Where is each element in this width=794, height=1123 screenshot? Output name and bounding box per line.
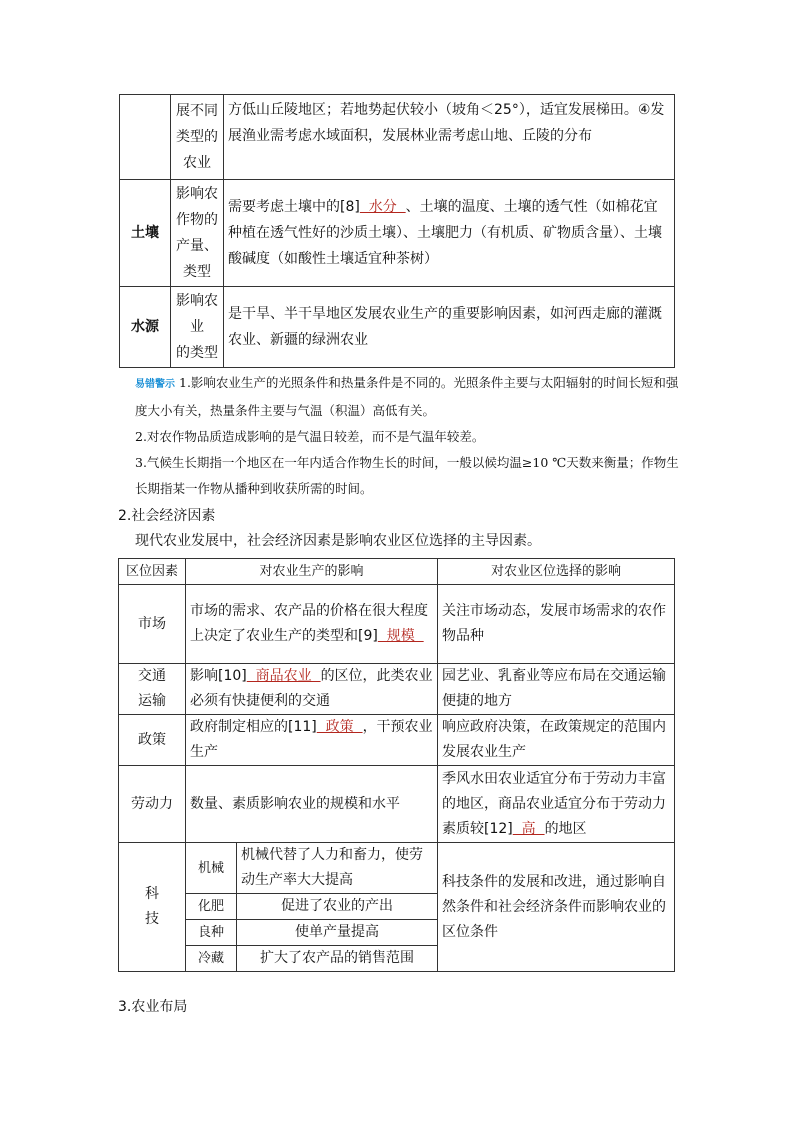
description-cell: 是干旱、半干旱地区发展农业生产的重要影响因素，如河西走廊的灌溉农业、新疆的绿洲农业 [224, 287, 675, 368]
table-row [120, 95, 675, 180]
cell-line: 类型的 [176, 129, 218, 145]
text-span: 、土壤的温度、土壤的透气性（如棉花宜种植在透气性好的沙质土壤）、土壤肥力（有机质、矿物质含量）、土壤酸碱度（如酸性土壤适宜种茶树） [228, 199, 662, 267]
choice-cell: 响应政府决策，在政策规定的范围内发展农业生产 [438, 715, 675, 766]
cell-line: 业 [190, 319, 204, 335]
cell-line: 方低山丘陵地区；若地势起伏较小（坡角＜25°），适宜发展梯田。④发 [228, 102, 665, 118]
note-item: 2.对农作物品质造成影响的是气温日较差，而不是气温年较差。 [135, 429, 485, 444]
tech-item-effect: 使单产量提高 [237, 920, 438, 946]
tech-item-effect: 促进了农业的产出 [237, 894, 438, 920]
tech-item-name: 良种 [186, 920, 237, 946]
text-span: 的区位，此类农业必须有快捷便利的交通 [190, 668, 433, 709]
factor-cell: 市场 [119, 585, 186, 664]
cell-line: 产量、 [176, 238, 218, 254]
table-row [119, 585, 675, 664]
effect-cell [186, 664, 438, 715]
text-span: 的地区 [544, 820, 587, 837]
tech-item-name: 冷藏 [186, 946, 237, 972]
tech-item-name: 化肥 [186, 894, 237, 920]
tech-item-effect: 扩大了农产品的销售范围 [237, 946, 438, 972]
cell-line: 科 [145, 886, 159, 902]
factor-cell-tech [119, 843, 186, 972]
text-span: 市场的需求、农产品的价格在很大程度上决定了农业生产的类型和[9] [190, 603, 428, 644]
cell-line: 作物的 [176, 212, 218, 228]
choice-cell: 园艺业、乳畜业等应布局在交通运输便捷的地方 [438, 664, 675, 715]
note-text: 1.影响农业生产的光照条件和热量条件是不同的。光照条件主要与太阳辐射的时间长短和强度大小有关，热量条件主要与气温（积温）高低有关。 [135, 375, 679, 418]
cell-line: 影响农 [176, 293, 218, 309]
answer-blank-9: 规模 [377, 628, 424, 644]
choice-cell [438, 766, 675, 843]
cell-line: 交通 [138, 668, 166, 684]
answer-blank-8: 水分 [359, 199, 406, 215]
text-span: 影响[10] [190, 668, 247, 684]
section-heading: 3.农业布局 [118, 999, 188, 1015]
table-row [120, 180, 675, 287]
table-row [119, 766, 675, 843]
table-row [120, 287, 675, 368]
column-header: 区位因素 [119, 559, 186, 585]
effect-cell [186, 715, 438, 766]
effect-cell: 数量、素质影响农业的规模和水平 [186, 766, 438, 843]
answer-blank-12: 高 [512, 820, 545, 837]
column-header: 对农业区位选择的影响 [438, 559, 675, 585]
description-cell [224, 180, 675, 287]
table-row [119, 664, 675, 715]
effect-cell [186, 585, 438, 664]
factor-cell-terrain [120, 95, 171, 180]
factor-cell: 政策 [119, 715, 186, 766]
cell-line: 展不同 [176, 103, 218, 119]
answer-blank-11: 政策 [316, 719, 363, 735]
cell-line: 的类型 [176, 345, 218, 361]
socio-economic-factors-table [118, 558, 675, 972]
text-span: 政府制定相应的[11] [190, 719, 317, 735]
description-cell [224, 95, 675, 180]
error-warning-note [135, 370, 680, 502]
column-header: 对农业生产的影响 [186, 559, 438, 585]
cell-line: 类型 [183, 264, 211, 280]
factor-cell [119, 664, 186, 715]
text-span: ，干预农业生产 [190, 719, 433, 760]
cell-line: 农业 [183, 155, 211, 171]
natural-factors-table [119, 94, 675, 368]
choice-cell: 科技条件的发展和改进，通过影响自然条件和社会经济条件而影响农业的区位条件 [438, 843, 675, 972]
cell-line: 技 [145, 911, 159, 927]
table-row [119, 843, 675, 894]
influence-cell [171, 180, 224, 287]
factor-cell-soil: 土壤 [120, 180, 171, 287]
cell-line: 运输 [138, 693, 166, 709]
choice-cell: 关注市场动态，发展市场需求的农作物品种 [438, 585, 675, 664]
warning-badge: 易错警示 [135, 379, 175, 390]
cell-line: 影响农 [176, 186, 218, 202]
factor-cell: 劳动力 [119, 766, 186, 843]
text-span: 季风水田农业适宜分布于劳动力丰富的地区，商品农业适宜分布于劳动力素质较[12] [442, 770, 666, 837]
table-header-row [119, 559, 675, 585]
text-span: 需要考虑土壤中的[8] [228, 199, 360, 215]
note-item: 3.气候生长期指一个地区在一年内适合作物生长的时间，一般以候均温≥10 ℃天数来衡量；作物生长期指某一作物从播种到收获所需的时间。 [135, 455, 679, 496]
influence-cell [171, 95, 224, 180]
note-item [135, 370, 680, 424]
answer-blank-10: 商品农业 [246, 668, 321, 684]
section-intro: 现代农业发展中，社会经济因素是影响农业区位选择的主导因素。 [135, 533, 541, 549]
tech-item-effect: 机械代替了人力和畜力，使劳动生产率大大提高 [237, 843, 438, 894]
factor-cell-water: 水源 [120, 287, 171, 368]
section-heading: 2.社会经济因素 [118, 508, 216, 524]
influence-cell [171, 287, 224, 368]
cell-line: 展渔业需考虑水域面积，发展林业需考虑山地、丘陵的分布 [228, 128, 592, 144]
tech-item-name: 机械 [186, 843, 237, 894]
table-row [119, 715, 675, 766]
